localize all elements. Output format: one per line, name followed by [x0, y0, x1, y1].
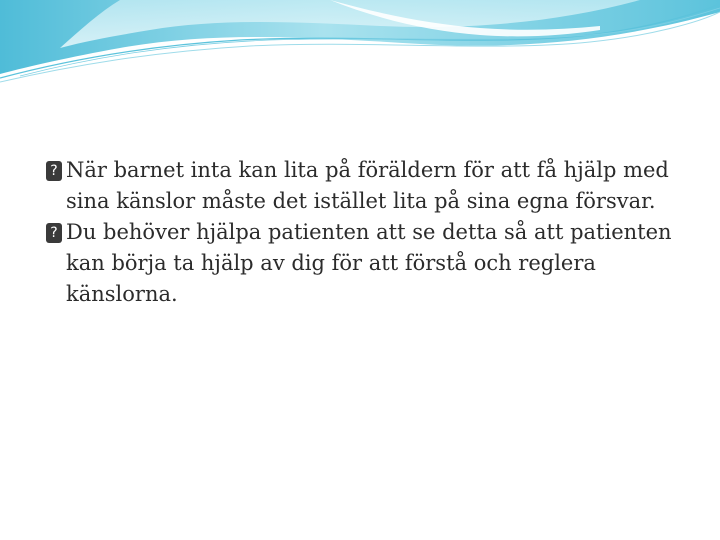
bullet-text-2: Du behöver hjälpa patienten att se detta så att patienten kan börja ta hjälp av dig för att förstå och reglera känslorna.: [66, 220, 672, 306]
bullet-item-2: [46, 217, 686, 310]
header-wave-decoration: [0, 0, 720, 90]
slide-body: [46, 155, 686, 310]
bullet-text-1: När barnet inta kan lita på föräldern för att få hjälp med sina känslor måste det istället lita på sina egna försvar.: [66, 158, 669, 213]
missing-glyph-icon: ?: [46, 223, 62, 243]
bullet-item-1: [46, 155, 686, 217]
missing-glyph-icon: ?: [46, 161, 62, 181]
